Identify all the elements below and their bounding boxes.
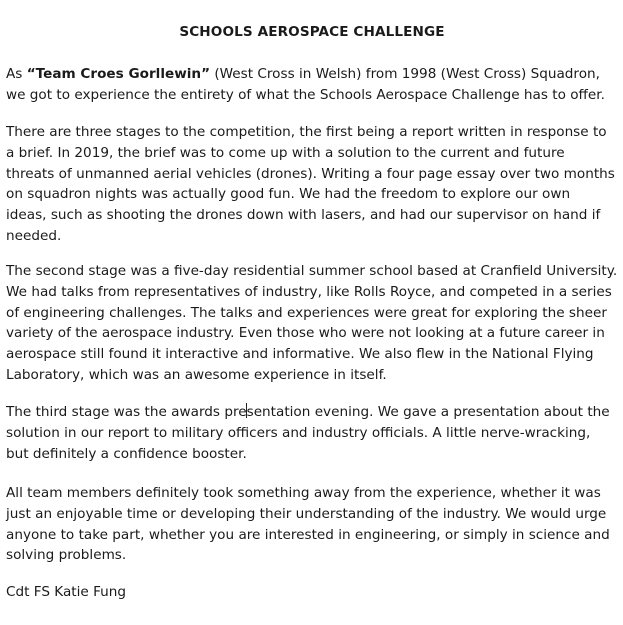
text-before-cursor: The third stage was the awards pre [6,404,247,420]
intro-paragraph [6,64,618,106]
text-line [6,402,618,423]
text-line: threats of unmanned aerial vehicles (drones). Writing a four page essay over two months [6,165,615,182]
text-line: of engineering challenges. The talks and experiences were great for exploring the sheer [6,304,607,321]
text-line: on squadron nights was actually good fun. We had the freedom to explore our own [6,186,571,203]
paragraph-summer-school [6,261,618,386]
document-page [6,0,618,625]
intro-prefix: As [6,66,27,82]
text-line: variety of the aerospace industry. Even those who were not looking at a future career in [6,325,605,342]
text-line: a brief. In 2019, the brief was to come up with a solution to the current and future [6,144,565,161]
intro-line-2: we got to experience the entirety of what the Schools Aerospace Challenge has to offer. [6,86,605,103]
text-line: The second stage was a five-day residential summer school based at Cranfield University. [6,263,618,279]
text-line: All team members definitely took something away from the experience, whether it was [6,485,601,501]
text-line: anyone to take part, whether you are interested in engineering, or simply in science and [6,526,610,543]
paragraph-conclusion [6,483,618,566]
signature: Cdt FS Katie Fung [6,584,127,600]
paragraph-competition-stages [6,122,618,247]
team-name: “Team Croes Gorllewin” [26,66,211,82]
document-title: SCHOOLS AEROSPACE CHALLENGE [179,24,445,40]
paragraph-awards-evening[interactable] [6,402,618,464]
text-line: aerospace still found it interactive and informative. We also flew in the National Flying [6,346,594,363]
text-line: There are three stages to the competition, the first being a report written in response to [6,124,607,140]
text-after-cursor: sentation evening. We gave a presentation about the [246,404,610,420]
text-line: just an enjoyable time or developing their understanding of the industry. We would urge [6,505,607,522]
text-line: We had talks from representatives of industry, like Rolls Royce, and competed in a series [6,283,612,300]
text-line: Laboratory, which was an awesome experience in itself. [6,366,387,383]
text-line: solution in our report to military officers and industry officials. A little nerve-wracking, [6,424,591,441]
text-line: but definitely a confidence booster. [6,445,247,462]
text-line: ideas, such as shooting the drones down with lasers, and had our supervisor on hand if [6,207,601,224]
intro-suffix: (West Cross in Welsh) from 1998 (West Cross) Squadron, [210,66,600,82]
text-line: needed. [6,227,62,244]
intro-line-1 [6,64,618,85]
text-line: solving problems. [6,547,127,564]
